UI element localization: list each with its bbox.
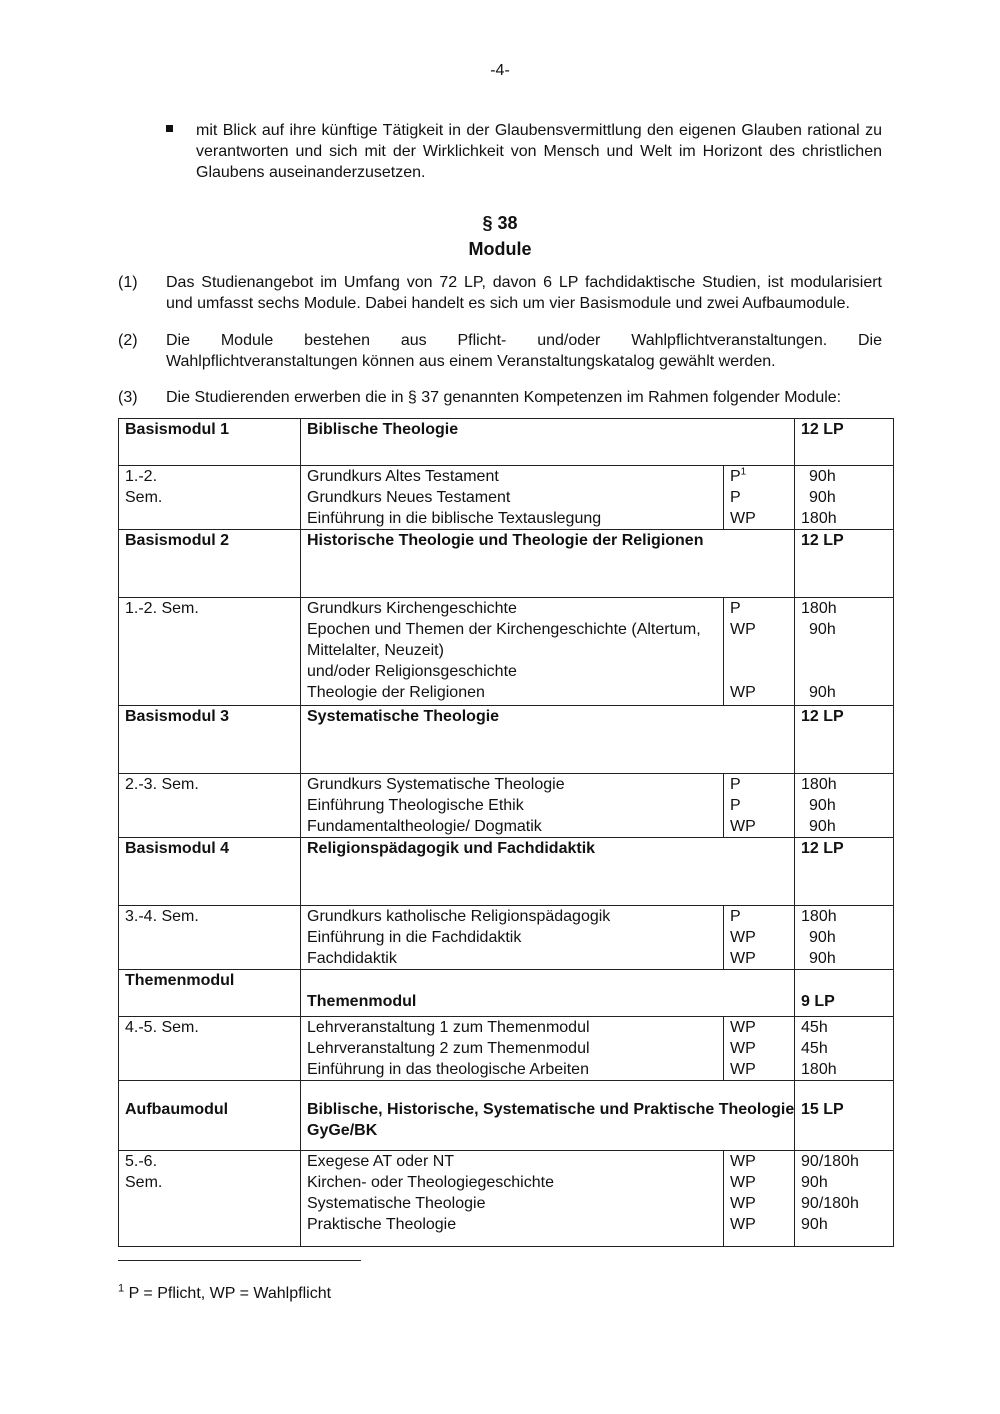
module-header-row — [119, 838, 894, 906]
course-type — [730, 640, 788, 661]
course-hours: 90h — [809, 950, 836, 967]
course-type-text: P — [730, 797, 741, 814]
module-course-row — [119, 906, 894, 970]
footnote-mark: 1 — [118, 1282, 125, 1295]
paragraph-2 — [118, 330, 882, 372]
course-name: Einführung in die Fachdidaktik — [307, 929, 522, 946]
course-hours: 90h — [809, 489, 836, 506]
module-semester — [119, 906, 301, 970]
course-type-text: WP — [730, 1216, 756, 1233]
course-type-text: WP — [730, 929, 756, 946]
module-course-hours — [795, 906, 894, 970]
course-type-text: WP — [730, 1195, 756, 1212]
course-name: und/oder Religionsgeschichte — [307, 663, 517, 680]
course-name: Einführung Theologische Ethik — [307, 797, 524, 814]
module-name: Basismodul 1 — [119, 419, 301, 466]
course-type — [730, 619, 788, 640]
course-name: Fundamentaltheologie/ Dogmatik — [307, 818, 542, 835]
course-name: Systematische Theologie — [307, 1195, 486, 1212]
module-courses — [301, 1151, 724, 1247]
module-course-hours — [795, 466, 894, 530]
semester-text: Sem. — [125, 489, 163, 506]
course-hours: 180h — [801, 600, 837, 617]
module-course-types — [724, 774, 795, 838]
course-name: Grundkurs Kirchengeschichte — [307, 600, 517, 617]
semester-text: 2.-3. Sem. — [125, 776, 199, 793]
section-number: § 38 — [482, 213, 518, 233]
semester-text: 1.-2. Sem. — [125, 600, 199, 617]
course-type-text: WP — [730, 510, 756, 527]
module-credits: 15 LP — [795, 1081, 894, 1151]
course-type — [730, 487, 788, 508]
paragraph-number: (1) — [118, 274, 138, 291]
course-type-text: WP — [730, 1153, 756, 1170]
module-title — [301, 419, 795, 466]
module-course-row — [119, 466, 894, 530]
course-hours: 90h — [809, 797, 836, 814]
module-name: Themenmodul — [119, 970, 301, 1017]
bullet-item — [166, 120, 882, 183]
course-name: Einführung in das theologische Arbeiten — [307, 1061, 589, 1078]
module-title — [301, 1081, 795, 1151]
module-courses — [301, 906, 724, 970]
module-header-row — [119, 1081, 894, 1151]
module-course-row — [119, 1151, 894, 1247]
course-type — [730, 1017, 788, 1038]
course-type — [730, 466, 788, 487]
module-name: Basismodul 2 — [119, 530, 301, 598]
module-header-row — [119, 970, 894, 1017]
module-title-text-2: GyGe/BK — [307, 1122, 378, 1139]
paragraph-text: Die Module bestehen aus Pflicht- und/oder Wahlpflichtveranstaltungen. Die Wahlpflichtveranstaltungen können aus einem Veranstaltungskatalog gewählt werden. — [166, 332, 882, 370]
semester-text: 5.-6. — [125, 1153, 158, 1170]
course-name: Kirchen- oder Theologiegeschichte — [307, 1174, 554, 1191]
module-credits: 12 LP — [795, 706, 894, 774]
course-name: Grundkurs katholische Religionspädagogik — [307, 908, 611, 925]
paragraph-number: (3) — [118, 389, 138, 406]
course-type-text: WP — [730, 621, 756, 638]
module-semester — [119, 774, 301, 838]
module-semester — [119, 466, 301, 530]
course-name: Lehrveranstaltung 1 zum Themenmodul — [307, 1019, 590, 1036]
course-hours — [801, 640, 887, 661]
course-name: Einführung in die biblische Textauslegung — [307, 510, 602, 527]
module-name: Aufbaumodul — [119, 1081, 301, 1151]
course-type — [730, 508, 788, 529]
module-title-text: Biblische Theologie — [307, 421, 459, 438]
course-hours — [801, 661, 887, 682]
course-hours: 180h — [801, 1061, 837, 1078]
module-course-types — [724, 466, 795, 530]
module-credits: 12 LP — [795, 530, 894, 598]
course-type-text: WP — [730, 950, 756, 967]
course-type — [730, 598, 788, 619]
course-hours: 90h — [809, 468, 836, 485]
course-name: Grundkurs Neues Testament — [307, 489, 511, 506]
module-course-hours — [795, 774, 894, 838]
course-type — [730, 1172, 788, 1193]
module-course-row — [119, 1017, 894, 1081]
module-course-types — [724, 1017, 795, 1081]
course-type-text: WP — [730, 1061, 756, 1078]
module-title-text: Themenmodul — [307, 993, 417, 1010]
module-name: Basismodul 3 — [119, 706, 301, 774]
course-type-text: WP — [730, 1019, 756, 1036]
module-credits: 9 LP — [795, 970, 894, 1017]
course-hours: 180h — [801, 510, 837, 527]
module-courses — [301, 466, 724, 530]
course-type — [730, 661, 788, 682]
course-type — [730, 1151, 788, 1172]
course-name: Lehrveranstaltung 2 zum Themenmodul — [307, 1040, 590, 1057]
course-type-text: P — [730, 600, 741, 617]
module-semester — [119, 1151, 301, 1247]
course-name: Exegese AT oder NT — [307, 1153, 455, 1170]
module-credits: 12 LP — [795, 419, 894, 466]
course-hours: 90h — [809, 818, 836, 835]
course-name: Epochen und Themen der Kirchengeschichte (Altertum, — [307, 621, 701, 638]
course-name: Grundkurs Systematische Theologie — [307, 776, 565, 793]
course-hours: 45h — [801, 1019, 828, 1036]
course-type — [730, 774, 788, 795]
course-hours: 90h — [809, 929, 836, 946]
course-type-text: P — [730, 908, 741, 925]
course-type — [730, 682, 788, 703]
course-type-text: WP — [730, 1040, 756, 1057]
semester-text: 3.-4. Sem. — [125, 908, 199, 925]
course-name: Fachdidaktik — [307, 950, 397, 967]
course-type — [730, 906, 788, 927]
paragraph-3 — [118, 387, 882, 408]
module-course-hours — [795, 1017, 894, 1081]
paragraph-text: Die Studierenden erwerben die in § 37 genannten Kompetenzen im Rahmen folgender Module: — [166, 389, 842, 406]
semester-text: 4.-5. Sem. — [125, 1019, 199, 1036]
module-course-hours — [795, 1151, 894, 1247]
module-title — [301, 970, 795, 1017]
footnote-divider — [118, 1260, 361, 1261]
module-title-text: Systematische Theologie — [307, 708, 500, 725]
module-credits: 12 LP — [795, 838, 894, 906]
course-type — [730, 927, 788, 948]
course-name: Theologie der Religionen — [307, 684, 485, 701]
footnote-reference: 1 — [740, 466, 747, 478]
section-title: Module — [468, 239, 532, 259]
module-header-row — [119, 706, 894, 774]
paragraph-1 — [118, 272, 882, 314]
section-heading — [0, 210, 1000, 262]
module-title — [301, 706, 795, 774]
module-course-hours — [795, 598, 894, 706]
course-type — [730, 948, 788, 969]
course-hours: 90h — [801, 1216, 828, 1233]
module-semester — [119, 1017, 301, 1081]
module-course-row — [119, 598, 894, 706]
course-hours: 90/180h — [801, 1195, 859, 1212]
course-type-text: WP — [730, 1174, 756, 1191]
module-title-text: Historische Theologie und Theologie der Religionen — [307, 532, 704, 549]
course-type — [730, 1038, 788, 1059]
module-title — [301, 530, 795, 598]
course-hours: 180h — [801, 776, 837, 793]
course-name: Grundkurs Altes Testament — [307, 468, 499, 485]
course-type — [730, 1214, 788, 1235]
paragraph-number: (2) — [118, 332, 138, 349]
module-title-text: Religionspädagogik und Fachdidaktik — [307, 840, 596, 857]
course-type — [730, 816, 788, 837]
module-courses — [301, 1017, 724, 1081]
course-type — [730, 1193, 788, 1214]
course-name: Mittelalter, Neuzeit) — [307, 642, 444, 659]
course-hours: 90h — [801, 1174, 828, 1191]
module-title-text: Biblische, Historische, Systematische und Praktische Theologie — [307, 1101, 795, 1118]
footnote — [118, 1283, 331, 1304]
course-type-text: P — [730, 468, 741, 485]
semester-text: Sem. — [125, 1174, 163, 1191]
module-semester — [119, 598, 301, 706]
module-name: Basismodul 4 — [119, 838, 301, 906]
course-type — [730, 795, 788, 816]
module-course-types — [724, 1151, 795, 1247]
module-header-row — [119, 419, 894, 466]
module-courses — [301, 774, 724, 838]
course-hours: 45h — [801, 1040, 828, 1057]
course-type-text: WP — [730, 684, 756, 701]
course-hours: 180h — [801, 908, 837, 925]
course-hours: 90h — [809, 621, 836, 638]
course-type — [730, 1059, 788, 1080]
course-hours: 90/180h — [801, 1153, 859, 1170]
paragraph-text: Das Studienangebot im Umfang von 72 LP, davon 6 LP fachdidaktische Studien, ist modularisiert und umfasst sechs Module. Dabei handelt es sich um vier Basismodule und zwei Aufbaumodule. — [166, 274, 882, 312]
course-name: Praktische Theologie — [307, 1216, 457, 1233]
module-title — [301, 838, 795, 906]
module-course-row — [119, 774, 894, 838]
course-hours: 90h — [809, 684, 836, 701]
module-course-types — [724, 598, 795, 706]
bullet-square-icon — [166, 125, 173, 132]
module-courses — [301, 598, 724, 706]
module-course-types — [724, 906, 795, 970]
course-type-text: P — [730, 489, 741, 506]
modules-table — [118, 418, 894, 1247]
footnote-text: P = Pflicht, WP = Wahlpflicht — [128, 1285, 332, 1302]
page-number: -4- — [490, 62, 510, 79]
course-type-text: WP — [730, 818, 756, 835]
course-type-text: P — [730, 776, 741, 793]
bullet-text: mit Blick auf ihre künftige Tätigkeit in der Glaubensvermittlung den eigenen Glauben rational zu verantworten und sich mit der Wirklichkeit von Mensch und Welt im Horizont des christlichen Glaubens auseinanderzusetzen. — [196, 122, 882, 181]
semester-text: 1.-2. — [125, 468, 158, 485]
module-header-row — [119, 530, 894, 598]
